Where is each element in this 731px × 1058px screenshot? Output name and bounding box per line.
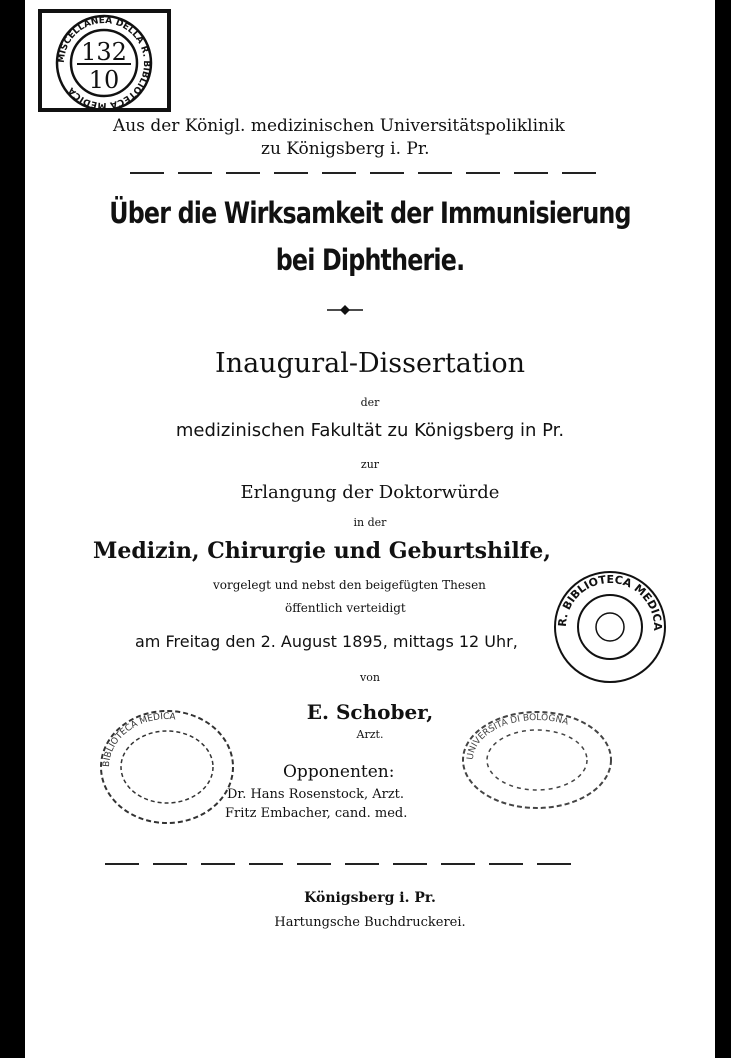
vorgelegt-text: vorgelegt und nebst den beigefügten Thesen (213, 578, 486, 592)
author-title: Arzt. (356, 728, 384, 741)
faculty-text: medizinischen Fakultät zu Königsberg in Pr. (175, 420, 565, 441)
author-name: E. Schober, (306, 700, 434, 724)
header-dash-divider (130, 172, 610, 174)
document-page (25, 0, 715, 1058)
title-line-1: Über die Wirksamkeit der Immunisierung (109, 196, 631, 230)
dissertation-heading: Inaugural-Dissertation (215, 348, 525, 379)
footer-dash-divider (105, 863, 575, 865)
der-text: der (360, 396, 380, 409)
fields-text: Medizin, Chirurgie und Geburtshilfe, (93, 538, 551, 564)
imprint-city: Königsberg i. Pr. (304, 890, 436, 906)
zur-text: zur (360, 458, 380, 471)
erlangung-text: Erlangung der Doktorwürde (240, 482, 500, 503)
title-line-2: bei Diphtherie. (275, 243, 465, 277)
ornament-divider (325, 303, 365, 317)
opponents-heading: Opponenten: (283, 762, 395, 782)
opponent-1: Dr. Hans Rosenstock, Arzt. (227, 787, 405, 802)
library-stamp-right-oval (457, 705, 617, 815)
date-text: am Freitag den 2. August 1895, mittags 12 Uhr, (135, 632, 518, 651)
svg-text:R. BIBLIOTECA MEDICA: R. BIBLIOTECA MEDICA (555, 572, 665, 631)
in-der-text: in der (353, 516, 387, 529)
library-stamp-left-oval (95, 705, 240, 830)
svg-text:BIBLIOTECA MEDICA: BIBLIOTECA MEDICA (101, 711, 176, 768)
verteidigt-text: öffentlich verteidigt (285, 601, 406, 615)
svg-text:UNIVERSITÀ DI BOLOGNA: UNIVERSITÀ DI BOLOGNA (465, 712, 570, 761)
von-text: von (360, 671, 380, 684)
imprint-printer: Hartungsche Buchdruckerei. (274, 915, 466, 930)
svg-text:132: 132 (81, 38, 127, 66)
library-stamp-right-round (530, 565, 675, 690)
opponent-2: Fritz Embacher, cand. med. (225, 806, 408, 821)
library-stamp-top-left (37, 8, 172, 113)
svg-text:10: 10 (88, 66, 120, 94)
header-line-1: Aus der Königl. medizinischen Universitätspoliklinik (113, 116, 565, 136)
header-line-2: zu Königsberg i. Pr. (261, 139, 430, 159)
svg-text:MISCELLANEA DELLA R. BIBLIOTEC: MISCELLANEA DELLA R. BIBLIOTECA MEDICA (56, 15, 152, 111)
